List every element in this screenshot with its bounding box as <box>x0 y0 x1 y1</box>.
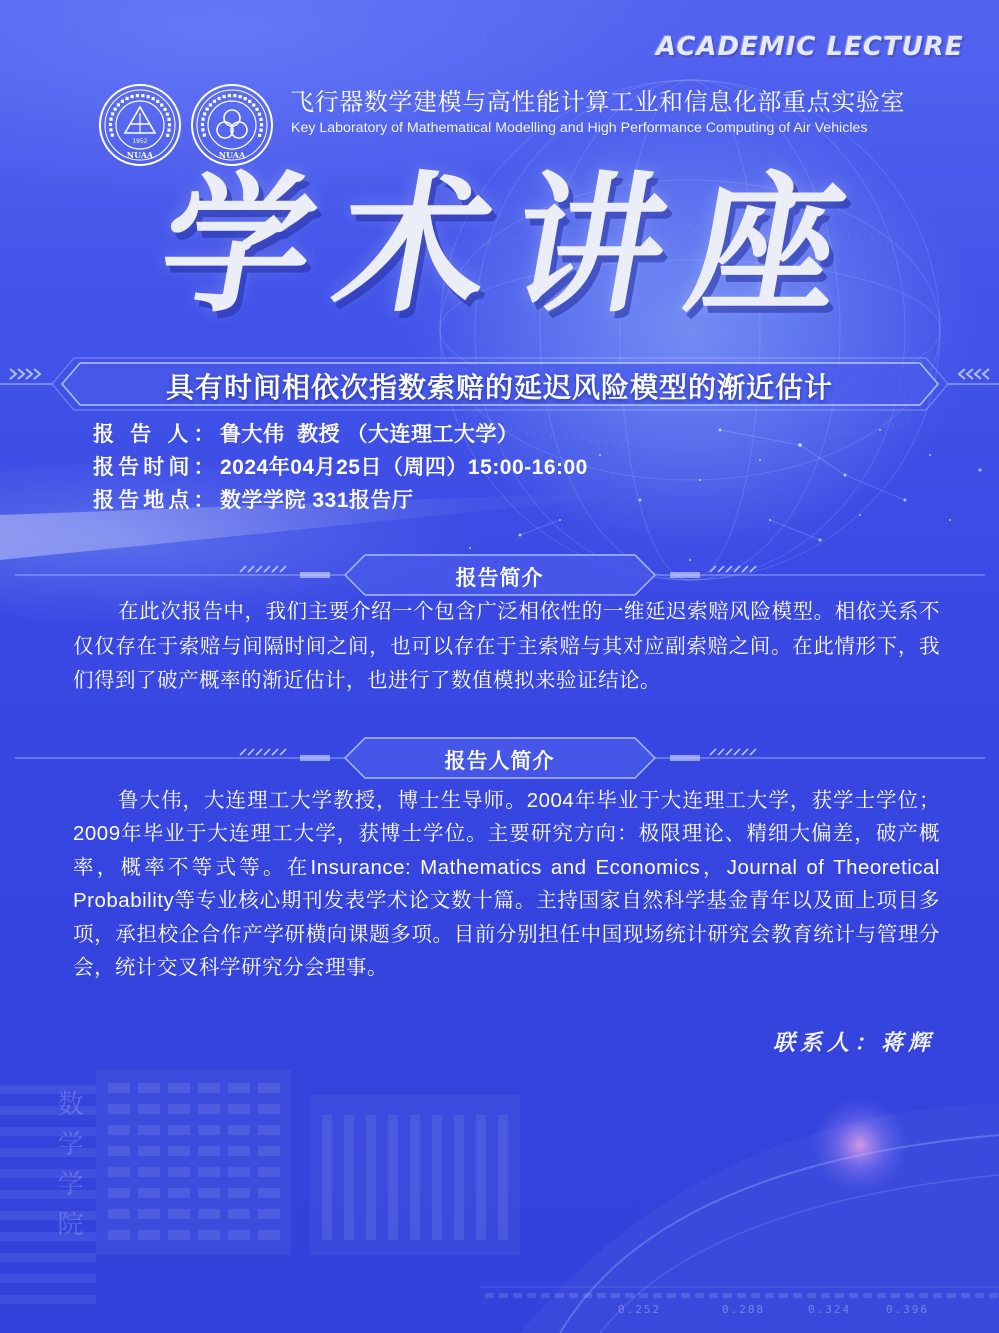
tick <box>639 1293 648 1298</box>
window <box>108 1083 130 1093</box>
ring-glyph-mark <box>203 133 206 136</box>
ring-glyph-mark <box>121 100 124 103</box>
bio-text: 鲁大伟，大连理工大学教授，博士生导师。2004年毕业于大连理工大学，获学士学位；2009年毕业于大连理工大学，获博士学位。主要研究方向：极限理论、精细大偏差，破产概率，概率不等式等。在Insurance: Mathematics and Economics，Journal of Theoretical Probability等专业核心期刊发表学术论文数十篇。主持国家自然科学基金青年以及面上项目多项，承担校企合作产学研横向课题多项。目前分别担任中国现场统计研究会教育统计与管理分会，统计交叉科学研究分会理事。 <box>73 789 940 980</box>
window-column <box>410 1115 420 1240</box>
abstract-heading: 报告简介 <box>455 567 544 590</box>
ring-glyph-mark <box>260 123 263 126</box>
tick <box>583 1293 592 1298</box>
ring-glyph-mark <box>125 97 128 100</box>
ring-glyph-mark <box>111 133 114 136</box>
tick <box>849 1293 858 1298</box>
window <box>138 1104 160 1114</box>
tick <box>947 1293 956 1298</box>
ring-glyph-mark <box>156 100 159 103</box>
ring-glyph-mark <box>258 134 261 137</box>
tick <box>541 1293 550 1298</box>
ring-glyph-mark <box>201 123 204 126</box>
window <box>258 1167 280 1177</box>
tick <box>961 1293 970 1298</box>
ring-glyph-mark <box>244 97 247 100</box>
ring-glyph-mark <box>141 94 144 97</box>
window <box>258 1209 280 1219</box>
window <box>228 1146 250 1156</box>
ring-glyph-mark <box>168 123 171 126</box>
window <box>108 1104 130 1114</box>
readout: 0.288 <box>722 1303 766 1316</box>
tick <box>919 1293 928 1298</box>
tick <box>877 1293 886 1298</box>
speaker-value: 鲁大伟 教授 （大连理工大学） <box>220 423 519 446</box>
window <box>258 1125 280 1135</box>
window <box>198 1104 220 1114</box>
ring-glyph-mark <box>109 128 112 131</box>
ring-glyph-mark <box>259 129 262 132</box>
ring-glyph-mark <box>201 118 204 121</box>
tick <box>765 1293 774 1298</box>
dome-shape <box>520 1103 999 1333</box>
window <box>138 1188 160 1198</box>
ring-glyph-mark <box>217 97 220 100</box>
tick <box>513 1293 522 1298</box>
tick <box>737 1293 746 1298</box>
time-label: 报告时间： <box>93 456 215 479</box>
ring-glyph-mark <box>166 134 169 137</box>
bio-heading: 报告人简介 <box>444 750 555 773</box>
tick <box>821 1293 830 1298</box>
tick <box>499 1293 508 1298</box>
window <box>258 1230 280 1240</box>
window <box>168 1188 190 1198</box>
window <box>108 1188 130 1198</box>
window <box>228 1209 250 1219</box>
ring-glyph-mark <box>111 112 114 115</box>
time-value: 2024年04月25日（周四）15:00-16:00 <box>220 456 588 479</box>
building-label: 数学学院 <box>53 1090 83 1250</box>
tick <box>695 1293 704 1298</box>
window <box>198 1083 220 1093</box>
window <box>138 1146 160 1156</box>
particle <box>879 429 881 431</box>
window-column <box>432 1115 442 1240</box>
building-block-left <box>96 1070 291 1255</box>
particle <box>469 547 471 549</box>
ring-glyph-mark <box>136 94 139 97</box>
window <box>108 1209 130 1219</box>
readout: 0.324 <box>808 1303 852 1316</box>
ring-glyph-mark <box>203 112 206 115</box>
window <box>198 1230 220 1240</box>
ring-glyph-mark <box>109 118 112 121</box>
window <box>198 1125 220 1135</box>
particle <box>699 479 701 481</box>
ring-glyph-mark <box>114 108 117 111</box>
window <box>108 1125 130 1135</box>
window <box>138 1083 160 1093</box>
window <box>138 1125 160 1135</box>
window <box>258 1083 280 1093</box>
window-column <box>476 1115 486 1240</box>
tick <box>807 1293 816 1298</box>
light-flare <box>812 1097 908 1193</box>
window-column <box>498 1115 508 1240</box>
window <box>258 1146 280 1156</box>
window <box>228 1188 250 1198</box>
tick <box>653 1293 662 1298</box>
university-logo <box>98 83 182 167</box>
window-column <box>344 1115 354 1240</box>
tick <box>597 1293 606 1298</box>
particle <box>949 519 951 521</box>
ring-glyph-mark <box>109 123 112 126</box>
window <box>138 1209 160 1219</box>
venue-row <box>93 486 413 516</box>
tick <box>863 1293 872 1298</box>
ring-glyph-mark <box>160 103 163 106</box>
tick <box>779 1293 788 1298</box>
readout: 0.252 <box>618 1303 662 1316</box>
ring-glyph-mark <box>152 97 155 100</box>
window <box>198 1188 220 1198</box>
ring-glyph-mark <box>166 113 169 116</box>
tick <box>723 1293 732 1298</box>
window <box>168 1230 190 1240</box>
ring-glyph-mark <box>213 100 216 103</box>
ring-glyph-mark <box>239 95 242 98</box>
ring-glyph-mark <box>201 128 204 131</box>
window <box>168 1209 190 1219</box>
building-windows-center <box>322 1115 508 1240</box>
bottom-tick-row <box>485 1293 998 1298</box>
tick <box>793 1293 802 1298</box>
window <box>138 1167 160 1177</box>
tick <box>891 1293 900 1298</box>
tick <box>905 1293 914 1298</box>
stripe <box>0 1274 96 1283</box>
abstract-text: 在此次报告中，我们主要介绍一个包含广泛相依性的一维延迟索赔风险模型。相依关系不仅仅存在于索赔与间隔时间之间，也可以存在于主索赔与其对应副索赔之间。在此情形下，我们得到了破产概率的渐近估计，也进行了数值模拟来验证结论。 <box>73 600 940 692</box>
time-row <box>93 453 588 483</box>
window <box>168 1104 190 1114</box>
academic-lecture-tag: ACADEMIC LECTURE <box>656 32 964 62</box>
ring-glyph-mark <box>255 108 258 111</box>
logo-text: NUAA <box>218 150 246 160</box>
ring-glyph-mark <box>259 118 262 121</box>
window <box>228 1125 250 1135</box>
poster-title: 学术讲座 <box>148 161 883 329</box>
particle <box>639 499 642 502</box>
particle <box>759 459 761 461</box>
lecture-topic: 具有时间相依次指数索赔的延迟风险模型的渐近估计 <box>165 372 833 403</box>
contact-person: 联系人：蒋辉 <box>772 1030 935 1056</box>
tick <box>681 1293 690 1298</box>
speaker-row <box>93 420 519 450</box>
tick <box>527 1293 536 1298</box>
tick <box>485 1293 494 1298</box>
tick <box>625 1293 634 1298</box>
tick <box>933 1293 942 1298</box>
tick <box>989 1293 998 1298</box>
ring-glyph-mark <box>131 95 134 98</box>
ring-glyph-mark <box>248 100 251 103</box>
ring-glyph-mark <box>228 94 231 97</box>
stripe <box>0 1295 96 1304</box>
tick <box>751 1293 760 1298</box>
building-illustration <box>0 1055 999 1333</box>
window <box>198 1167 220 1177</box>
venue-value: 数学学院 331报告厅 <box>220 489 414 512</box>
window <box>168 1146 190 1156</box>
ring-glyph-mark <box>147 95 150 98</box>
tick <box>555 1293 564 1298</box>
window <box>228 1230 250 1240</box>
window <box>168 1125 190 1135</box>
lab-name-english: Key Laboratory of Mathematical Modelling and High Performance Computing of Air Vehicles <box>291 120 868 136</box>
window <box>198 1146 220 1156</box>
window-column <box>454 1115 464 1240</box>
window <box>228 1104 250 1114</box>
speaker-label: 报 告 人： <box>93 423 215 446</box>
logo-text: NUAA <box>126 150 154 160</box>
tick <box>709 1293 718 1298</box>
window-column <box>322 1115 332 1240</box>
window <box>108 1167 130 1177</box>
venue-label: 报告地点： <box>93 489 215 512</box>
ring-glyph-mark <box>223 95 226 98</box>
particle <box>859 514 861 516</box>
particle <box>929 454 931 456</box>
readout: 0.396 <box>886 1303 930 1316</box>
ring-glyph-mark <box>233 94 236 97</box>
ring-glyph-mark <box>117 103 120 106</box>
window <box>108 1146 130 1156</box>
stripe <box>0 1253 96 1262</box>
tick <box>569 1293 578 1298</box>
window <box>168 1167 190 1177</box>
window <box>228 1083 250 1093</box>
laboratory-logo <box>190 83 274 167</box>
window-column <box>366 1115 376 1240</box>
window <box>168 1083 190 1093</box>
window-column <box>388 1115 398 1240</box>
ring-glyph-mark <box>167 118 170 121</box>
window <box>258 1188 280 1198</box>
lab-name-chinese: 飞行器数学建模与高性能计算工业和信息化部重点实验室 <box>290 89 905 116</box>
trefoil-emblem <box>217 110 247 138</box>
ring-glyph-mark <box>209 103 212 106</box>
tick <box>611 1293 620 1298</box>
window <box>108 1230 130 1240</box>
window <box>228 1167 250 1177</box>
tick <box>975 1293 984 1298</box>
window <box>198 1209 220 1219</box>
tick <box>835 1293 844 1298</box>
ring-glyph-mark <box>206 108 209 111</box>
tick <box>667 1293 676 1298</box>
window <box>138 1230 160 1240</box>
ring-glyph-mark <box>167 129 170 132</box>
ring-glyph-mark <box>163 108 166 111</box>
ring-glyph-mark <box>252 103 255 106</box>
particle <box>979 469 982 472</box>
particle <box>599 454 601 456</box>
ring-glyph-mark <box>258 113 261 116</box>
window <box>258 1104 280 1114</box>
logo-year: 1952 <box>132 138 148 145</box>
